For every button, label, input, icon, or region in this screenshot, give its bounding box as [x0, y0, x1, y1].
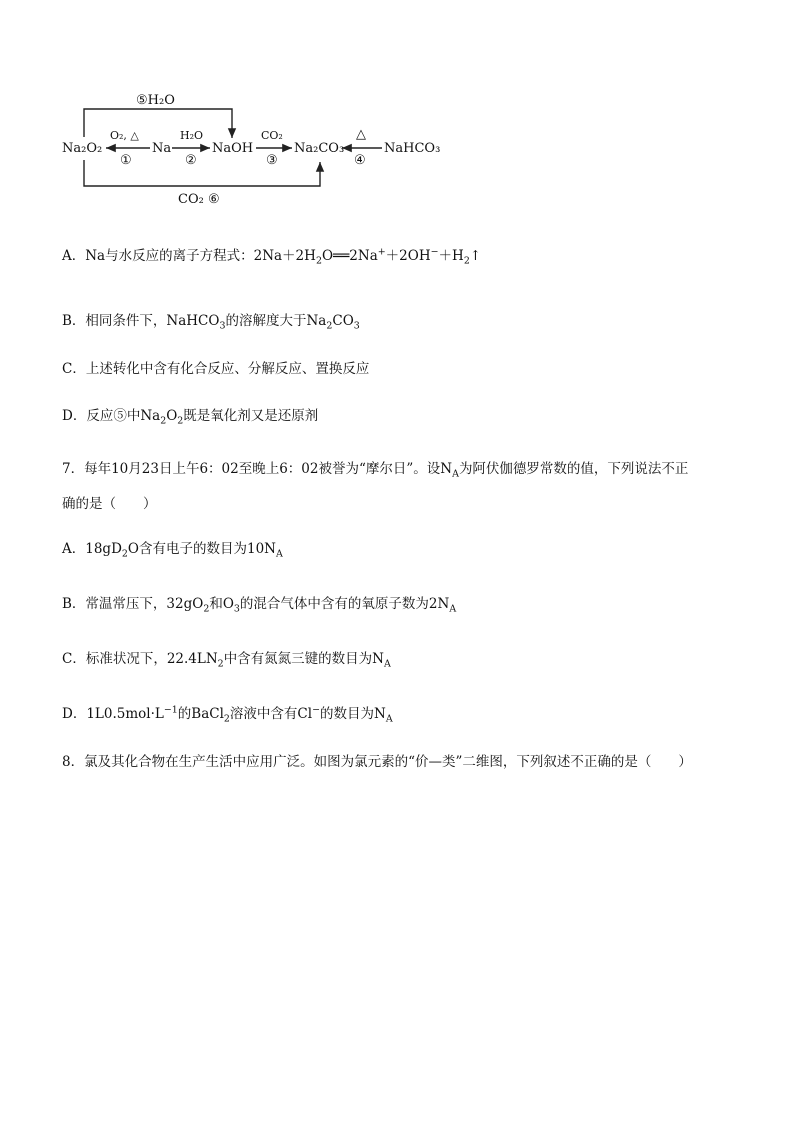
top-loop-label: ⑤H₂O — [136, 93, 175, 108]
q8-stem: 8．氯及其化合物在生产生活中应用广泛。如图为氯元素的“价—类”二维图，下列叙述不正确的是（ ） — [62, 754, 692, 770]
species-nahco3: NaHCO₃ — [384, 141, 441, 156]
step-3-number: ③ — [266, 153, 278, 168]
species-na2o2: Na₂O₂ — [62, 141, 103, 156]
step-3-reagent: CO₂ — [261, 129, 283, 142]
bottom-loop-label: CO₂ ⑥ — [178, 192, 220, 207]
step-1-number: ① — [120, 153, 132, 168]
step-2-reagent: H₂O — [180, 129, 204, 142]
step-2-number: ② — [185, 153, 197, 168]
species-naoh: NaOH — [212, 141, 254, 156]
q7-option-a: A．$18gD_2O$含有电子的数目为$10N_A$ — [62, 541, 283, 560]
q7-option-c: C．标准状况下，$22.4LN_2$中含有氮氮三键的数目为$N_A$ — [62, 651, 391, 670]
step-4-number: ④ — [354, 153, 366, 168]
species-na: Na — [152, 141, 172, 156]
q6-option-d: D．反应⑤中$Na_2O_2$既是氧化剂又是还原剂 — [62, 408, 319, 427]
q6-option-a: A．Na与水反应的离子方程式：$2Na+2H_2O══2Na^++2OH^-+H_2↑$ — [62, 246, 482, 267]
q7-option-d: D．$1L0.5mol\cdot L^{-1}$的BaCl$_2$溶液中含有Cl−的数目为$N_A$ — [62, 704, 393, 725]
step-1-reagent: O₂, △ — [110, 129, 139, 142]
q6-option-b: B．相同条件下，NaHCO$_3$的溶解度大于$Na_2CO_3$ — [62, 313, 360, 332]
species-na2co3: Na₂CO₃ — [294, 141, 345, 156]
step-4-reagent: △ — [356, 127, 366, 142]
arrow-5 — [84, 109, 232, 138]
q7-stem-line2: 确的是（ ） — [62, 496, 157, 512]
q7-stem-line1: 7．每年10月23日上午6：02至晚上6：02被誉为“摩尔日”。设$N_A$为阿伏伽德罗常数的值，下列说法不正 — [62, 461, 689, 480]
q7-option-b: B．常温常压下，$32gO_2$和$O_3$的混合气体中含有的氧原子数为$2N_A$ — [62, 596, 457, 615]
reaction-diagram — [60, 82, 460, 217]
q6-option-c: C．上述转化中含有化合反应、分解反应、置换反应 — [62, 361, 370, 377]
